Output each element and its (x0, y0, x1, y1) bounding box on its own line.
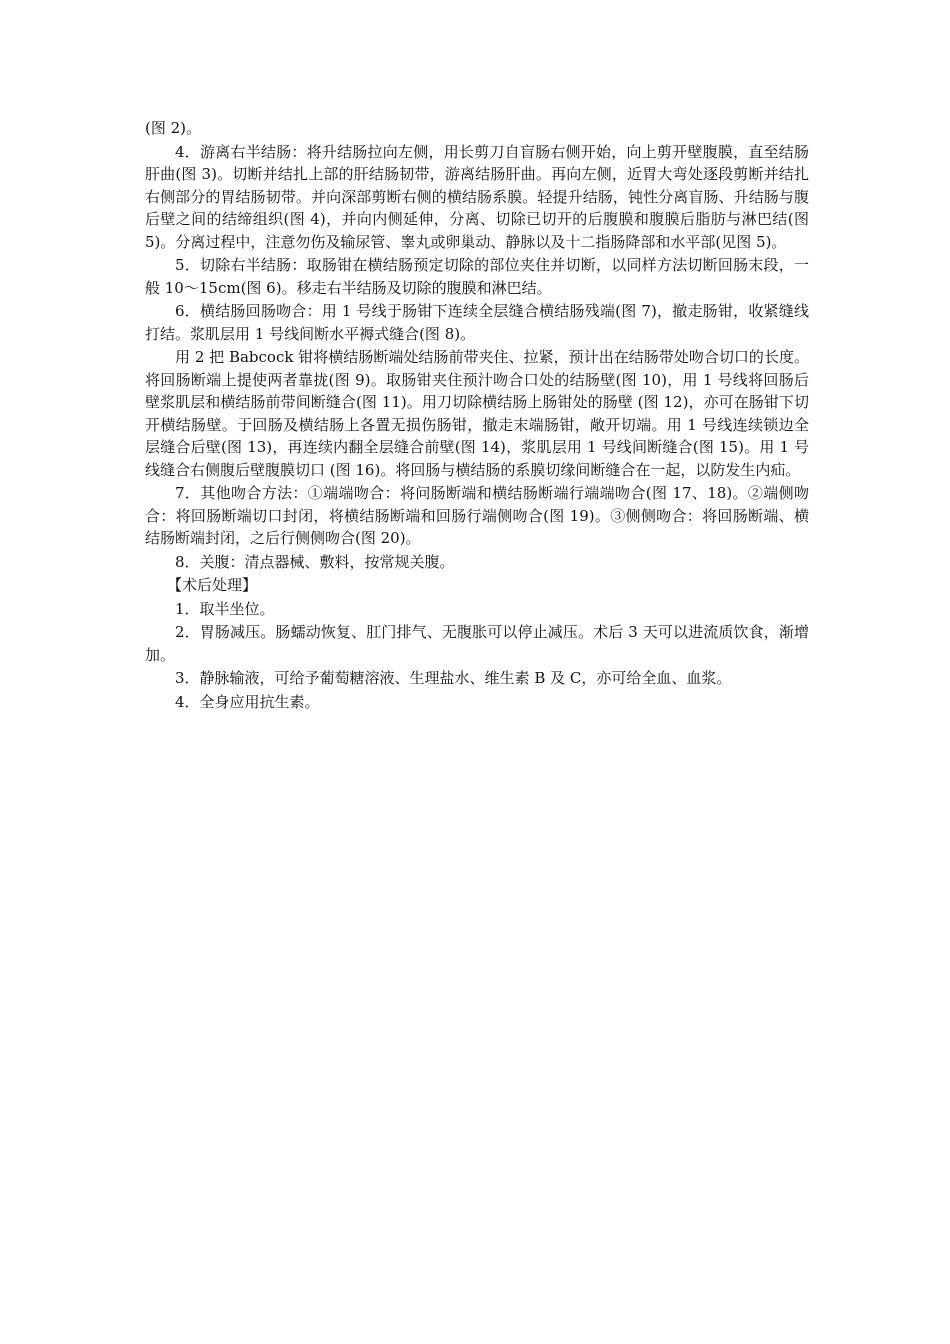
paragraph-babcock-procedure: 用 2 把 Babcock 钳将横结肠断端处结肠前带夹住、拉紧，预计出在结肠带处吻合切口的长度。将回肠断端上提使两者靠拢(图 9)。取肠钳夹住预汁吻合口处的结肠壁(图 10)，用 1 号线将回肠后壁浆肌层和横结肠前带间断缝合(图 11)。用刀切除横结肠上肠钳处的肠壁 (图 12)，亦可在肠钳下切开横结肠壁。于回肠及横结肠上各置无损伤肠钳，撤走末端肠钳，敞开切端。用 1 号线连续锁边全层缝合后壁(图 13)，再连续内翻全层缝合前壁(图 14)，浆肌层用 1 号线间断缝合(图 15)。用 1 号线缝合右侧腹后壁腹膜切口 (图 16)。将回肠与横结肠的系膜切缘间断缝合在一起，以防发生内疝。 (145, 348, 809, 479)
paragraph-step-8-close-abdomen: 8．关腹：清点器械、敷料，按常规关腹。 (175, 552, 455, 571)
paragraph-step-7-other-methods: 7．其他吻合方法：①端端吻合：将问肠断端和横结肠断端行端端吻合(图 17、18)。②端侧吻合：将回肠断端切口封闭，将横结肠断端和回肠行端侧吻合(图 19)。③侧侧吻合：将回肠断端、横结肠断端封闭，之后行侧侧吻合(图 20)。 (145, 484, 809, 547)
paragraph-step-6-anastomosis: 6．横结肠回肠吻合：用 1 号线于肠钳下连续全层缝合横结肠残端(图 7)，撤走肠钳，收紧缝线打结。浆肌层用 1 号线间断水平褥式缝合(图 8)。 (145, 302, 809, 343)
paragraph-step-4-mobilize-right-colon: 4．游离右半结肠：将升结肠拉向左侧，用长剪刀自盲肠右侧开始，向上剪开壁腹膜，直至结肠肝曲(图 3)。切断并结扎上部的肝结肠韧带，游离结肠肝曲。再向左侧，近胃大弯处逐段剪断并结扎右侧部分的胃结肠韧带。并向深部剪断右侧的横结肠系膜。轻提升结肠，钝性分离盲肠、升结肠与腹后壁之间的结缔组织(图 4)，并向内侧延伸，分离、切除已切开的后腹膜和腹膜后脂肪与淋巴结(图 5)。分离过程中，注意勿伤及输尿管、睾丸或卵巢动、静脉以及十二指肠降部和水平部(见图 5)。 (145, 142, 809, 251)
paragraph-fig2-continuation: (图 2)。 (145, 119, 202, 137)
document-body (145, 117, 809, 714)
paragraph-step-5-resect-right-colon: 5．切除右半结肠：取肠钳在横结肠预定切除的部位夹住并切断，以同样方法切断回肠末段，一般 10～15cm(图 6)。移走右半结肠及切除的腹膜和淋巴结。 (145, 256, 809, 297)
paragraph-postop-2: 2．胃肠减压。肠蠕动恢复、肛门排气、无腹胀可以停止减压。术后 3 天可以进流质饮食，渐增加。 (145, 623, 809, 664)
paragraph-postop-3: 3．静脉输液，可给予葡萄糖溶液、生理盐水、维生素 B 及 C，亦可给全血、血浆。 (175, 669, 732, 687)
paragraph-postop-1: 1．取半坐位。 (175, 599, 275, 618)
section-heading-postop-care: 【术后处理】 (167, 576, 258, 594)
paragraph-postop-4: 4．全身应用抗生素。 (175, 692, 320, 711)
